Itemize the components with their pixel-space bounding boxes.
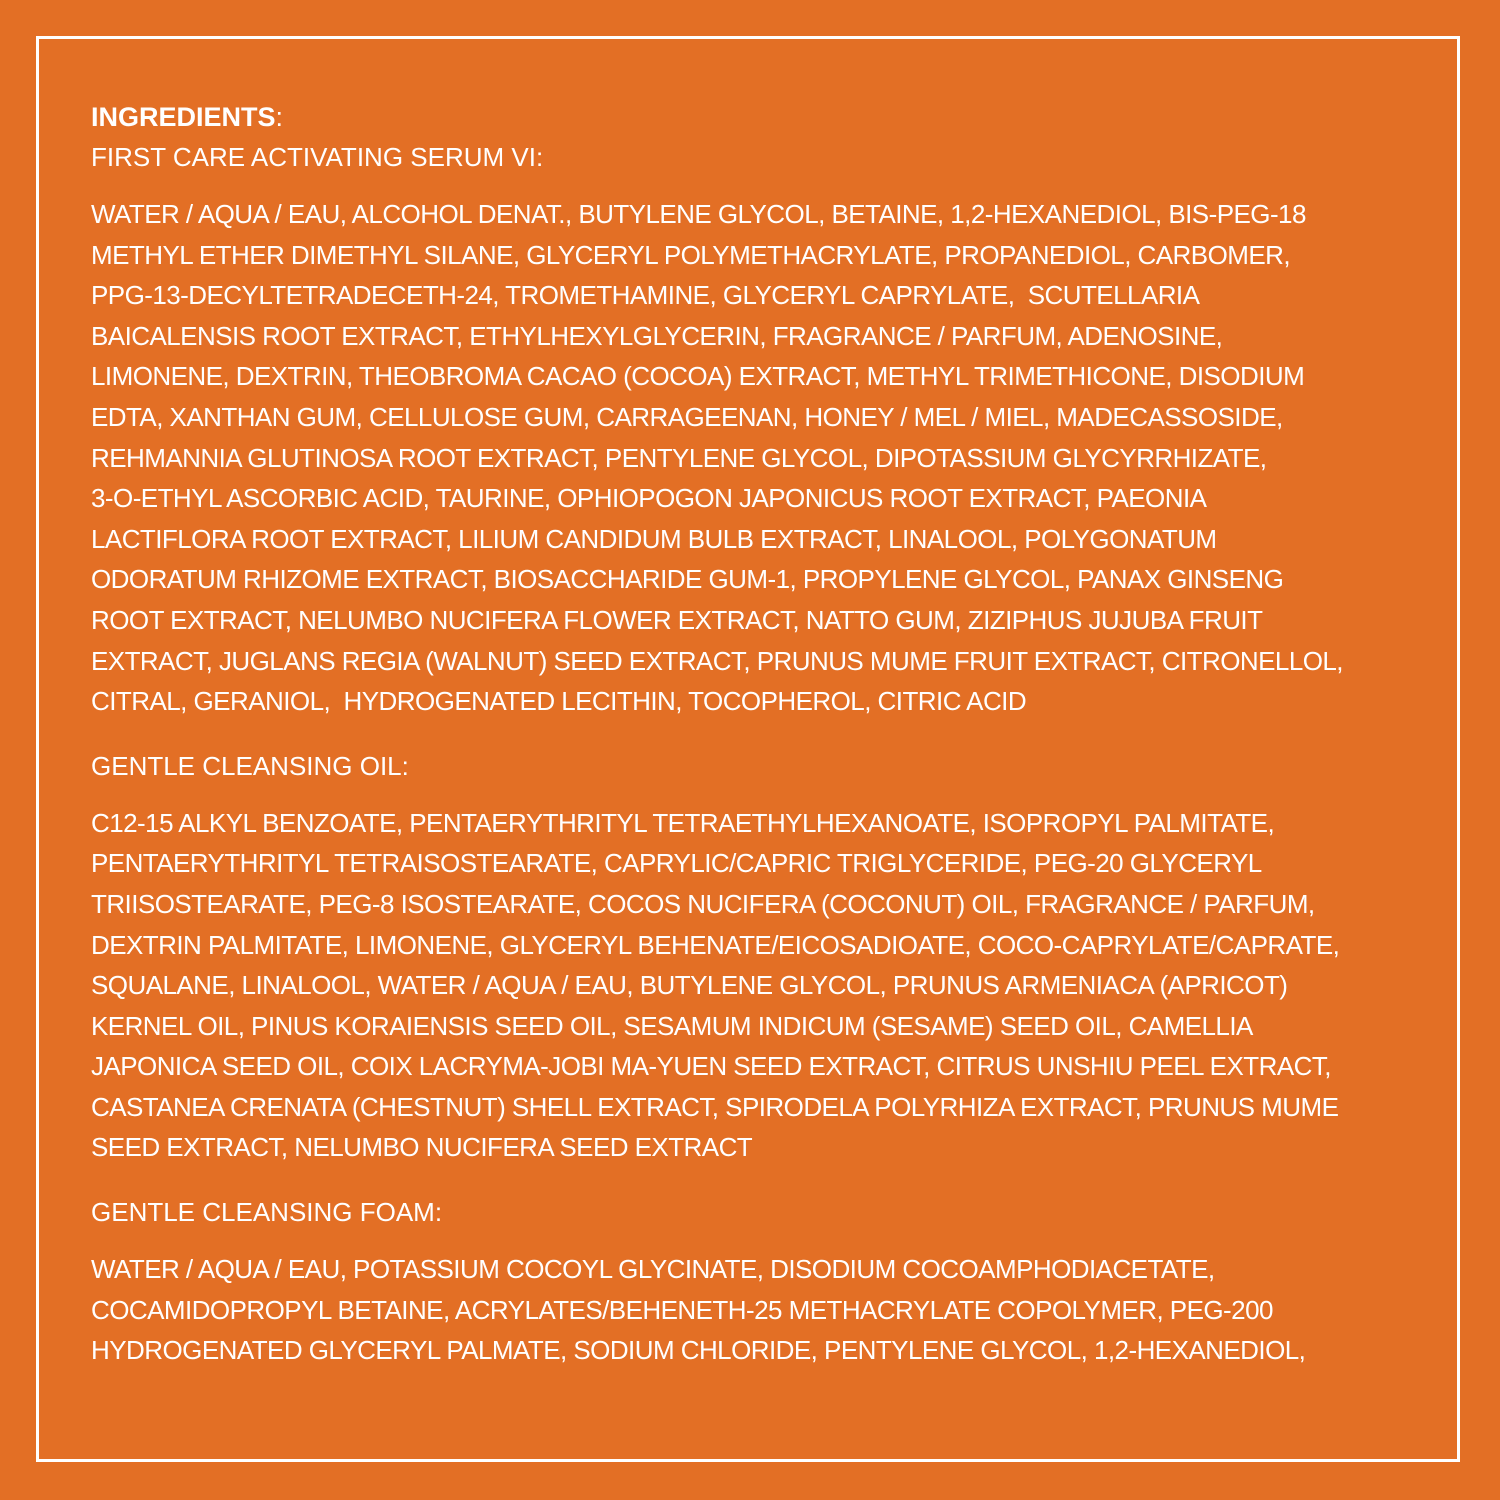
ingredient-line: WATER / AQUA / EAU, ALCOHOL DENAT., BUTYLENE GLYCOL, BETAINE, 1,2-HEXANEDIOL, BIS-PEG-18 [91, 199, 1306, 229]
ingredients-heading-label: INGREDIENTS [91, 102, 276, 132]
ingredient-line: CASTANEA CRENATA (CHESTNUT) SHELL EXTRACT, SPIRODELA POLYRHIZA EXTRACT, PRUNUS MUME [91, 1091, 1339, 1122]
ingredient-line: EXTRACT, JUGLANS REGIA (WALNUT) SEED EXTRACT, PRUNUS MUME FRUIT EXTRACT, CITRONELLOL, [91, 645, 1343, 676]
cleansing-foam-section-title: GENTLE CLEANSING FOAM: [91, 1197, 443, 1228]
ingredient-line: JAPONICA SEED OIL, COIX LACRYMA-JOBI MA-YUEN SEED EXTRACT, CITRUS UNSHIU PEEL EXTRACT, [91, 1051, 1331, 1082]
ingredient-line: PENTAERYTHRITYL TETRAISOSTEARATE, CAPRYLIC/CAPRIC TRIGLYCERIDE, PEG-20 GLYCERYL [91, 848, 1262, 879]
ingredient-line: KERNEL OIL, PINUS KORAIENSIS SEED OIL, SESAMUM INDICUM (SESAME) SEED OIL, CAMELLIA [91, 1010, 1253, 1041]
cleansing-oil-section-title: GENTLE CLEANSING OIL: [91, 750, 409, 781]
ingredient-line: TRIISOSTEARATE, PEG-8 ISOSTEARATE, COCOS NUCIFERA (COCONUT) OIL, FRAGRANCE / PARFUM, [91, 888, 1315, 919]
cleansing-foam-ingredient-list [91, 1249, 1421, 1371]
ingredient-line: SQUALANE, LINALOOL, WATER / AQUA / EAU, BUTYLENE GLYCOL, PRUNUS ARMENIACA (APRICOT) [91, 970, 1288, 1001]
ingredients-panel [91, 97, 1421, 1371]
ingredient-line: CITRAL, GERANIOL, HYDROGENATED LECITHIN, TOCOPHEROL, CITRIC ACID [91, 686, 1027, 717]
ingredient-line: BAICALENSIS ROOT EXTRACT, ETHYLHEXYLGLYCERIN, FRAGRANCE / PARFUM, ADENOSINE, [91, 320, 1223, 351]
ingredient-line: 3-O-ETHYL ASCORBIC ACID, TAURINE, OPHIOPOGON JAPONICUS ROOT EXTRACT, PAEONIA [91, 483, 1207, 514]
ingredient-line: C12-15 ALKYL BENZOATE, PENTAERYTHRITYL TETRAETHYLHEXANOATE, ISOPROPYL PALMITATE, [91, 807, 1275, 838]
ingredient-line: LIMONENE, DEXTRIN, THEOBROMA CACAO (COCOA) EXTRACT, METHYL TRIMETHICONE, DISODIUM [91, 361, 1305, 392]
ingredient-line: METHYL ETHER DIMETHYL SILANE, GLYCERYL POLYMETHACRYLATE, PROPANEDIOL, CARBOMER, [91, 239, 1291, 270]
cleansing-oil-ingredient-list [91, 803, 1421, 1168]
serum-section-title: FIRST CARE ACTIVATING SERUM VI: [91, 142, 544, 172]
ingredient-line: REHMANNIA GLUTINOSA ROOT EXTRACT, PENTYLENE GLYCOL, DIPOTASSIUM GLYCYRRHIZATE, [91, 442, 1267, 473]
ingredient-line: EDTA, XANTHAN GUM, CELLULOSE GUM, CARRAGEENAN, HONEY / MEL / MIEL, MADECASSOSIDE, [91, 401, 1283, 432]
ingredient-line: SEED EXTRACT, NELUMBO NUCIFERA SEED EXTRACT [91, 1132, 753, 1163]
serum-ingredient-list [91, 194, 1421, 722]
ingredient-line: LACTIFLORA ROOT EXTRACT, LILIUM CANDIDUM BULB EXTRACT, LINALOOL, POLYGONATUM [91, 523, 1217, 554]
ingredient-line: WATER / AQUA / EAU, POTASSIUM COCOYL GLYCINATE, DISODIUM COCOAMPHODIACETATE, [91, 1254, 1215, 1285]
ingredients-heading-colon: : [275, 102, 284, 132]
ingredient-line: COCAMIDOPROPYL BETAINE, ACRYLATES/BEHENETH-25 METHACRYLATE COPOLYMER, PEG-200 [91, 1294, 1273, 1325]
ingredient-line: PPG-13-DECYLTETRADECETH-24, TROMETHAMINE, GLYCERYL CAPRYLATE, SCUTELLARIA [91, 280, 1200, 311]
section-spacer [91, 722, 1421, 746]
section-spacer [91, 1168, 1421, 1192]
ingredient-line: ROOT EXTRACT, NELUMBO NUCIFERA FLOWER EXTRACT, NATTO GUM, ZIZIPHUS JUJUBA FRUIT [91, 604, 1263, 635]
ingredient-line: ODORATUM RHIZOME EXTRACT, BIOSACCHARIDE GUM-1, PROPYLENE GLYCOL, PANAX GINSENG [91, 564, 1284, 595]
ingredient-line: HYDROGENATED GLYCERYL PALMATE, SODIUM CHLORIDE, PENTYLENE GLYCOL, 1,2-HEXANEDIOL, [91, 1335, 1306, 1366]
ingredient-line: DEXTRIN PALMITATE, LIMONENE, GLYCERYL BEHENATE/EICOSADIOATE, COCO-CAPRYLATE/CAPRATE, [91, 929, 1340, 960]
ingredients-heading [91, 97, 1421, 137]
